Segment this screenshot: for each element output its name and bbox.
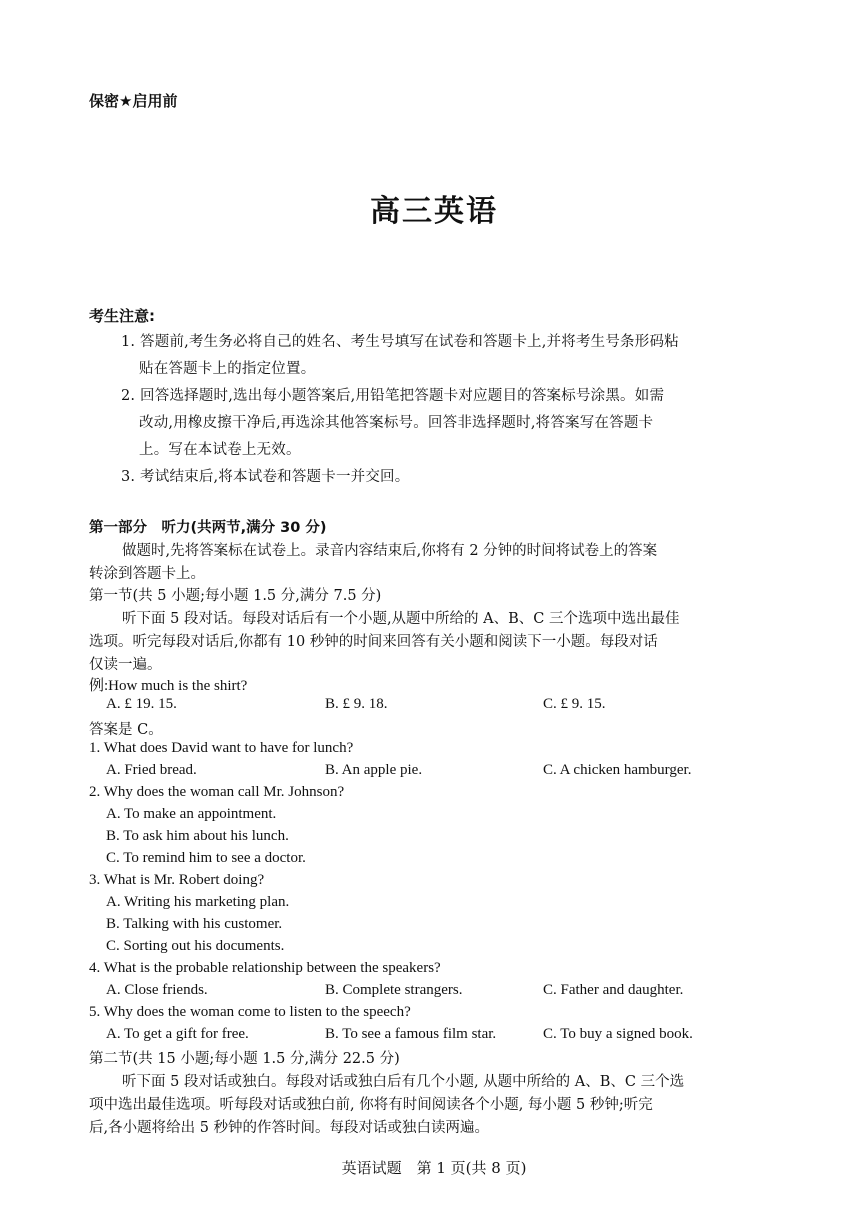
part1-intro-line: 做题时,先将答案标在试卷上。录音内容结束后,你将有 2 分钟的时间将试卷上的答案 [122, 543, 658, 559]
notice-heading: 考生注意: [89, 307, 155, 325]
q3-option-b: B. Talking with his customer. [106, 916, 283, 932]
example-option-b: B. £ 9. 18. [325, 696, 388, 712]
section1-intro-line: 选项。听完每段对话后,你都有 10 秒钟的时间来回答有关小题和阅读下一小题。每段对话 [89, 634, 658, 650]
section1-intro-line: 听下面 5 段对话。每段对话后有一个小题,从题中所给的 A、B、C 三个选项中选出最佳 [122, 611, 680, 627]
example-option-c: C. £ 9. 15. [543, 696, 606, 712]
page-title: 高三英语 [370, 194, 498, 229]
question-5: 5. Why does the woman come to listen to the speech? [89, 1004, 411, 1020]
q3-option-a: A. Writing his marketing plan. [106, 894, 290, 910]
section1-heading: 第一节(共 5 小题;每小题 1.5 分,满分 7.5 分) [89, 588, 382, 604]
q2-option-c: C. To remind him to see a doctor. [106, 850, 306, 866]
q4-option-a: A. Close friends. [106, 982, 208, 998]
part1-intro-line: 转涂到答题卡上。 [89, 566, 205, 582]
q2-option-b: B. To ask him about his lunch. [106, 828, 289, 844]
q4-option-c: C. Father and daughter. [543, 982, 684, 998]
notice-line: 贴在答题卡上的指定位置。 [139, 361, 316, 377]
section2-intro-line: 听下面 5 段对话或独白。每段对话或独白后有几个小题, 从题中所给的 A、B、C 三个选 [122, 1074, 685, 1090]
page-footer: 英语试题 第 1 页(共 8 页) [341, 1159, 527, 1177]
q1-option-c: C. A chicken hamburger. [543, 762, 692, 778]
notice-line: 3. 考试结束后,将本试卷和答题卡一并交回。 [121, 469, 410, 485]
question-1: 1. What does David want to have for lunch? [89, 740, 354, 756]
question-3: 3. What is Mr. Robert doing? [89, 872, 265, 888]
question-4: 4. What is the probable relationship between the speakers? [89, 960, 441, 976]
question-2: 2. Why does the woman call Mr. Johnson? [89, 784, 345, 800]
q5-option-c: C. To buy a signed book. [543, 1026, 693, 1042]
q5-option-a: A. To get a gift for free. [106, 1026, 249, 1042]
q1-option-a: A. Fried bread. [106, 762, 197, 778]
q2-option-a: A. To make an appointment. [106, 806, 277, 822]
confidential-label: 保密★启用前 [89, 92, 178, 110]
section2-intro-line: 项中选出最佳选项。听每段对话或独白前, 你将有时间阅读各个小题, 每小题 5 秒钟;听完 [89, 1097, 653, 1113]
part1-heading: 第一部分 听力(共两节,满分 30 分) [89, 520, 327, 536]
section1-intro-line: 仅读一遍。 [89, 657, 162, 673]
q1-option-b: B. An apple pie. [325, 762, 423, 778]
notice-line: 改动,用橡皮擦干净后,再选涂其他答案标号。回答非选择题时,将答案写在答题卡 [139, 415, 654, 431]
q5-option-b: B. To see a famous film star. [325, 1026, 497, 1042]
section2-heading: 第二节(共 15 小题;每小题 1.5 分,满分 22.5 分) [89, 1051, 400, 1067]
notice-line: 上。写在本试卷上无效。 [139, 442, 301, 458]
notice-line: 2. 回答选择题时,选出每小题答案后,用铅笔把答题卡对应题目的答案标号涂黑。如需 [121, 388, 665, 404]
section2-intro-line: 后,各小题将给出 5 秒钟的作答时间。每段对话或独白读两遍。 [89, 1120, 490, 1136]
example-option-a: A. £ 19. 15. [106, 696, 177, 712]
q3-option-c: C. Sorting out his documents. [106, 938, 285, 954]
notice-line: 1. 答题前,考生务必将自己的姓名、考生号填写在试卷和答题卡上,并将考生号条形码粘 [121, 334, 679, 350]
example-answer: 答案是 C。 [89, 722, 163, 738]
example-question: 例:How much is the shirt? [89, 678, 248, 694]
q4-option-b: B. Complete strangers. [325, 982, 463, 998]
